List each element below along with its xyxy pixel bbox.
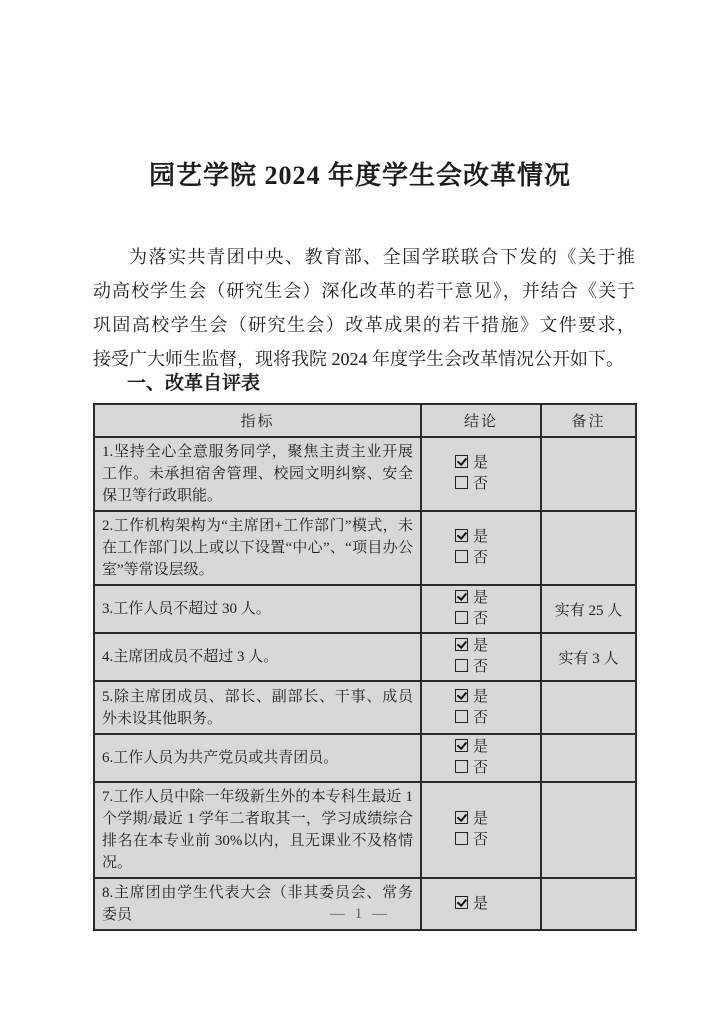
checkbox-label: 是 [473,739,489,755]
table-row [94,633,636,681]
checkbox-option-checked[interactable] [455,588,507,609]
conclusion-cell [421,681,541,734]
indicator-cell: 1.坚持全心全意服务同学，聚焦主责主业开展工作。未承担宿舍管理、校园文明纠察、安全保卫等行政职能。 [94,437,421,511]
column-header-remark: 备注 [541,404,636,437]
checkbox-unchecked-icon [455,550,468,563]
checkbox-checked-icon [455,811,468,824]
indicator-cell: 6.工作人员为共产党员或共青团员。 [94,734,421,782]
table-header-row [94,404,636,437]
checkbox-label: 是 [473,529,489,545]
checkbox-label: 是 [473,688,489,705]
remark-cell [541,782,636,878]
indicator-cell: 5.除主席团成员、部长、副部长、干事、成员外未设其他职务。 [94,681,421,734]
indicator-cell: 7.工作人员中除一年级新生外的本专科生最近 1 个学期/最近 1 学年二者取其一，学习成绩综合排名在本专业前 30%以内，且无课业不及格情况。 [94,782,421,878]
checkbox-option-unchecked[interactable] [455,758,507,779]
checkbox-unchecked-icon [455,476,468,489]
intro-line: 接受广大师生监督，现将我院 2024 年度学生会改革情况公开如下。 [93,349,624,369]
checkbox-option-unchecked[interactable] [455,548,507,569]
checkbox-label: 否 [473,760,489,776]
remark-cell [541,681,636,734]
checkbox-option-unchecked[interactable] [455,609,507,630]
checkbox-label: 是 [473,638,489,654]
table-row [94,511,636,585]
indicator-cell: 8.主席团由学生代表大会（非其委员会、常务委员 [94,878,421,930]
conclusion-cell [421,782,541,878]
checkbox-label: 否 [473,659,489,675]
section-heading: 一、改革自评表 [127,373,261,394]
checkbox-checked-icon [455,638,468,651]
checkbox-option-checked[interactable] [455,636,507,657]
checkbox-label: 是 [473,590,489,606]
checkbox-checked-icon [455,590,468,603]
checkbox-option-unchecked[interactable] [455,657,507,678]
remark-cell: 实有 25 人 [541,585,636,633]
remark-cell [541,511,636,585]
conclusion-cell [421,511,541,585]
table-header [94,404,636,437]
intro-line: 动高校学生会（研究生会）深化改革的若干意见》，并结合《关于 [93,281,635,301]
conclusion-cell [421,633,541,681]
conclusion-cell [421,585,541,633]
checkbox-option-checked[interactable] [455,809,507,830]
checkbox-label: 否 [473,550,489,566]
checkbox-option-checked[interactable] [455,453,507,474]
checkbox-option-checked[interactable] [455,687,507,708]
checkbox-label: 是 [473,895,489,912]
column-header-indicator: 指标 [94,404,421,437]
table-row [94,734,636,782]
conclusion-cell [421,734,541,782]
checkbox-option-checked[interactable] [455,737,507,758]
checkbox-unchecked-icon [455,760,468,773]
checkbox-option-unchecked[interactable] [455,708,507,729]
table-row [94,585,636,633]
column-header-conclusion: 结论 [421,404,541,437]
intro-line: 为落实共青团中央、教育部、全国学联联合下发的《关于推 [129,247,635,267]
checkbox-checked-icon [455,455,468,468]
table-body [94,437,636,930]
checkbox-label: 是 [473,811,489,827]
checkbox-unchecked-icon [455,710,468,723]
checkbox-label: 否 [473,832,489,848]
remark-cell [541,734,636,782]
checkbox-unchecked-icon [455,659,468,672]
conclusion-cell [421,437,541,511]
table-row [94,681,636,734]
checkbox-label: 否 [473,611,489,627]
checkbox-unchecked-icon [455,832,468,845]
checkbox-checked-icon [455,689,468,702]
checkbox-option-unchecked[interactable] [455,830,507,851]
checkbox-unchecked-icon [455,611,468,624]
page-title: 园艺学院 2024 年度学生会改革情况 [148,161,571,190]
self-evaluation-table [93,403,637,931]
checkbox-label: 是 [473,455,489,471]
intro-line: 巩固高校学生会（研究生会）改革成果的若干措施》文件要求， [93,315,635,335]
checkbox-option-checked[interactable] [455,527,507,548]
checkbox-checked-icon [455,739,468,752]
indicator-cell: 2.工作机构架构为“主席团+工作部门”模式，未在工作部门以上或以下设置“中心”、“项目办公室”等常设层级。 [94,511,421,585]
self-evaluation-table-wrapper [93,403,635,923]
checkbox-option-unchecked[interactable] [455,474,507,495]
intro-paragraph [93,240,635,376]
checkbox-label: 否 [473,709,489,726]
indicator-cell: 3.工作人员不超过 30 人。 [94,585,421,633]
table-row [94,782,636,878]
remark-cell [541,437,636,511]
page-number: — 1 — [330,906,390,922]
checkbox-checked-icon [455,529,468,542]
remark-cell: 实有 3 人 [541,633,636,681]
indicator-cell: 4.主席团成员不超过 3 人。 [94,633,421,681]
checkbox-label: 否 [473,476,489,492]
table-row [94,437,636,511]
